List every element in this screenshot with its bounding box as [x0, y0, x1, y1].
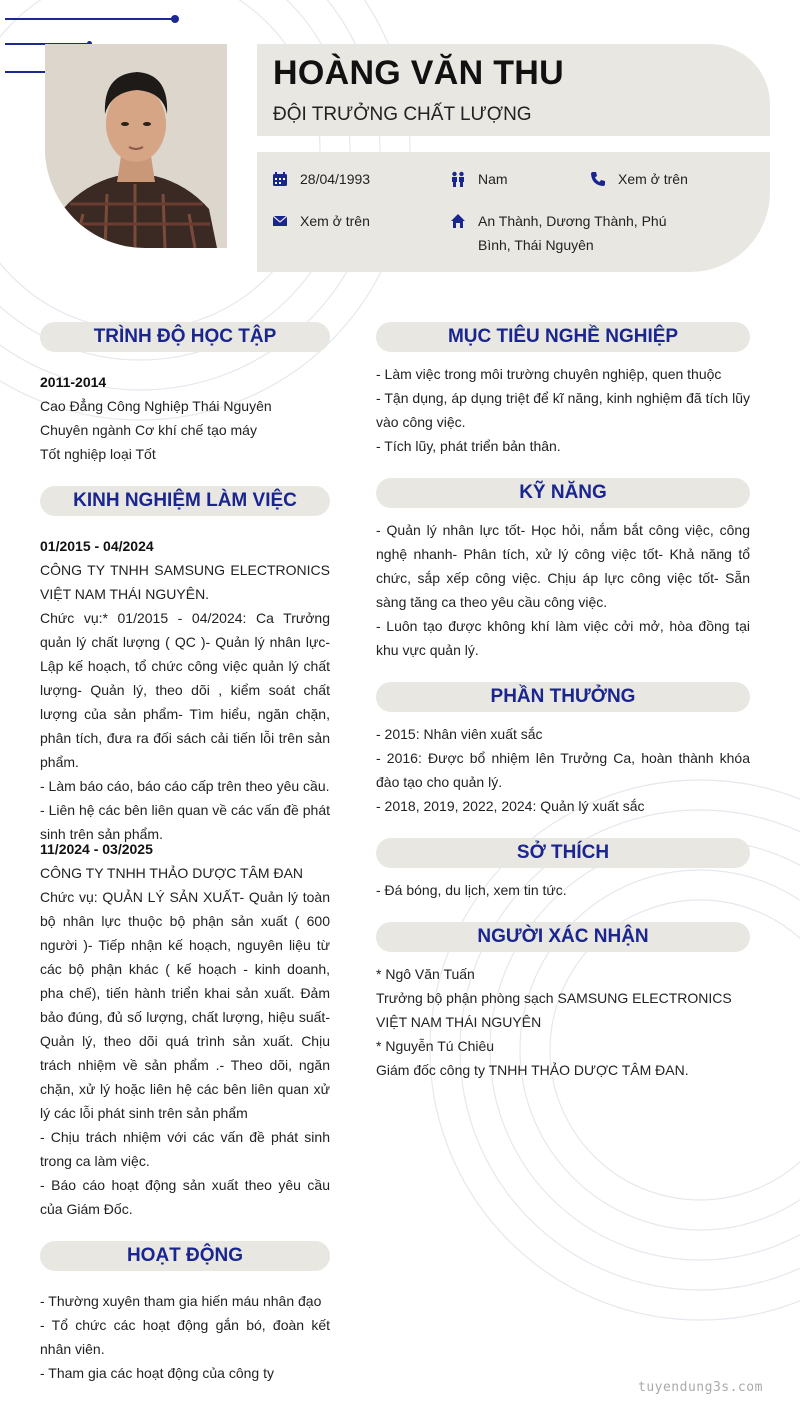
name-panel	[257, 44, 770, 136]
activity-line: - Tổ chức các hoạt động gắn bó, đoàn kết nhân viên.	[40, 1317, 330, 1357]
experience-section	[40, 486, 330, 516]
experience-job-1	[40, 534, 330, 846]
objective-line: - Tích lũy, phát triển bản thân.	[376, 438, 561, 454]
email: Xem ở trên	[300, 213, 370, 229]
references-body	[376, 962, 750, 1082]
education-line: Chuyên ngành Cơ khí chế tạo máy	[40, 422, 257, 438]
phone: Xem ở trên	[618, 171, 688, 187]
skill-line: - Quản lý nhân lực tốt- Học hỏi, nắm bắt công việc, công nghệ nhanh- Phân tích, xử lý công việc tốt- Khả năng tổ chức, sắp xếp công việc. Chịu áp lực công việc tốt- Sẵn sàng tăng ca theo yêu cầu công việc.	[376, 522, 750, 610]
profile-photo	[45, 44, 227, 248]
activities-section	[40, 1241, 330, 1271]
education-heading: TRÌNH ĐỘ HỌC TẬP	[40, 322, 330, 352]
contact-panel	[257, 152, 770, 272]
objective-body	[376, 362, 750, 458]
phone-item	[590, 167, 758, 191]
candidate-role: ĐỘI TRƯỞNG CHẤT LƯỢNG	[273, 104, 532, 125]
job-detail: Chức vụ:* 01/2015 - 04/2024: Ca Trưởng quản lý chất lượng ( QC )- Quản lý nhân lực- Lập kế hoạch, tổ chức công việc quản lý chất lượng- Quản lý, theo dõi , kiểm soát chất lượng của sản phẩm- Tìm hiểu, ngăn chặn, phân tích, đưa ra đối sách cải tiến lỗi trên sản phẩm.	[40, 610, 330, 770]
job-company: CÔNG TY TNHH SAMSUNG ELECTRONICS VIỆT NAM THÁI NGUYÊN.	[40, 562, 330, 602]
education-line: Cao Đẳng Công Nghiệp Thái Nguyên	[40, 398, 272, 414]
birthdate: 28/04/1993	[300, 171, 371, 187]
reference-line: Trưởng bộ phận phòng sạch SAMSUNG ELECTRONICS VIỆT NAM THÁI NGUYÊN	[376, 990, 732, 1030]
reference-line: * Nguyễn Tú Chiêu	[376, 1038, 495, 1054]
hobbies-body	[376, 878, 750, 902]
decorative-line	[5, 18, 175, 20]
references-heading: NGƯỜI XÁC NHẬN	[376, 922, 750, 952]
experience-heading: KINH NGHIỆM LÀM VIỆC	[40, 486, 330, 516]
awards-heading: PHẦN THƯỞNG	[376, 682, 750, 712]
envelope-icon	[272, 213, 288, 229]
gender-item	[450, 167, 568, 191]
job-period: 01/2015 - 04/2024	[40, 538, 154, 554]
hobbies-heading: SỞ THÍCH	[376, 838, 750, 868]
people-icon	[450, 171, 466, 187]
skills-heading: KỸ NĂNG	[376, 478, 750, 508]
award-line: - 2015: Nhân viên xuất sắc	[376, 726, 543, 742]
activities-body	[40, 1289, 330, 1385]
watermark: tuyendung3s.com	[638, 1380, 763, 1395]
award-line: - 2016: Được bổ nhiệm lên Trưởng Ca, hoàn thành khóa đào tạo cho quản lý.	[376, 750, 750, 790]
job-company: CÔNG TY TNHH THẢO DƯỢC TÂM ĐAN	[40, 865, 304, 881]
decorative-dot	[171, 15, 179, 23]
references-section	[376, 922, 750, 952]
address: An Thành, Dương Thành, Phú Bình, Thái Nguyên	[478, 213, 667, 253]
objective-section	[376, 322, 750, 352]
job-detail: - Liên hệ các bên liên quan về các vấn đề phát sinh trên sản phẩm.	[40, 802, 330, 842]
activity-line: - Tham gia các hoạt động của công ty	[40, 1365, 274, 1381]
hobbies-section	[376, 838, 750, 868]
award-line: - 2018, 2019, 2022, 2024: Quản lý xuất sắc	[376, 798, 645, 814]
hobby-line: - Đá bóng, du lịch, xem tin tức.	[376, 882, 567, 898]
activities-heading: HOẠT ĐỘNG	[40, 1241, 330, 1271]
reference-line: Giám đốc công ty TNHH THẢO DƯỢC TÂM ĐAN.	[376, 1062, 689, 1078]
skill-line: - Luôn tạo được không khí làm việc cởi mở, hòa đồng tại khu vực quản lý.	[376, 618, 750, 658]
calendar-icon	[272, 171, 288, 187]
awards-section	[376, 682, 750, 712]
job-detail: - Làm báo cáo, báo cáo cấp trên theo yêu cầu.	[40, 778, 330, 794]
awards-body	[376, 722, 750, 818]
activity-line: - Thường xuyên tham gia hiến máu nhân đạo	[40, 1293, 322, 1309]
education-section	[40, 322, 330, 352]
phone-icon	[590, 171, 606, 187]
objective-line: - Tận dụng, áp dụng triệt để kĩ năng, kinh nghiệm đã tích lũy vào công việc.	[376, 390, 750, 430]
candidate-name: HOÀNG VĂN THU	[273, 54, 565, 92]
education-line: Tốt nghiệp loại Tốt	[40, 446, 156, 462]
objective-line: - Làm việc trong môi trường chuyên nghiệp, quen thuộc	[376, 366, 722, 382]
job-detail: - Báo cáo hoạt động sản xuất theo yêu cầu của Giám Đốc.	[40, 1177, 330, 1217]
education-body	[40, 370, 330, 466]
home-icon	[450, 213, 466, 229]
reference-line: * Ngô Văn Tuấn	[376, 966, 475, 982]
address-item	[450, 209, 668, 257]
skills-section	[376, 478, 750, 508]
experience-job-2	[40, 837, 330, 1221]
job-period: 11/2024 - 03/2025	[40, 841, 153, 857]
skills-body	[376, 518, 750, 662]
education-period: 2011-2014	[40, 374, 107, 390]
gender: Nam	[478, 171, 508, 187]
objective-heading: MỤC TIÊU NGHỀ NGHIỆP	[376, 322, 750, 352]
job-detail: Chức vụ: QUẢN LÝ SẢN XUẤT- Quản lý toàn bộ nhân lực thuộc bộ phận sản xuất ( 600 người )- Tiếp nhận kế hoạch, nguyên liệu từ các bộ phận khác ( kế hoạch - kinh doanh, pha chế), tiến hành triển khai sản xuất. Đảm bảo đúng, đủ số lượng, chất lượng, hiệu suất- Quản lý, theo dõi quá trình sản xuất. Chịu trách nhiệm về sản phẩm .- Theo dõi, ngăn chặn, xử lý hoặc liên hệ các bên liên quan xử lý các lỗi phát sinh trên sản phẩm	[40, 889, 330, 1121]
job-detail: - Chịu trách nhiệm với các vấn đề phát sinh trong ca làm việc.	[40, 1129, 330, 1169]
